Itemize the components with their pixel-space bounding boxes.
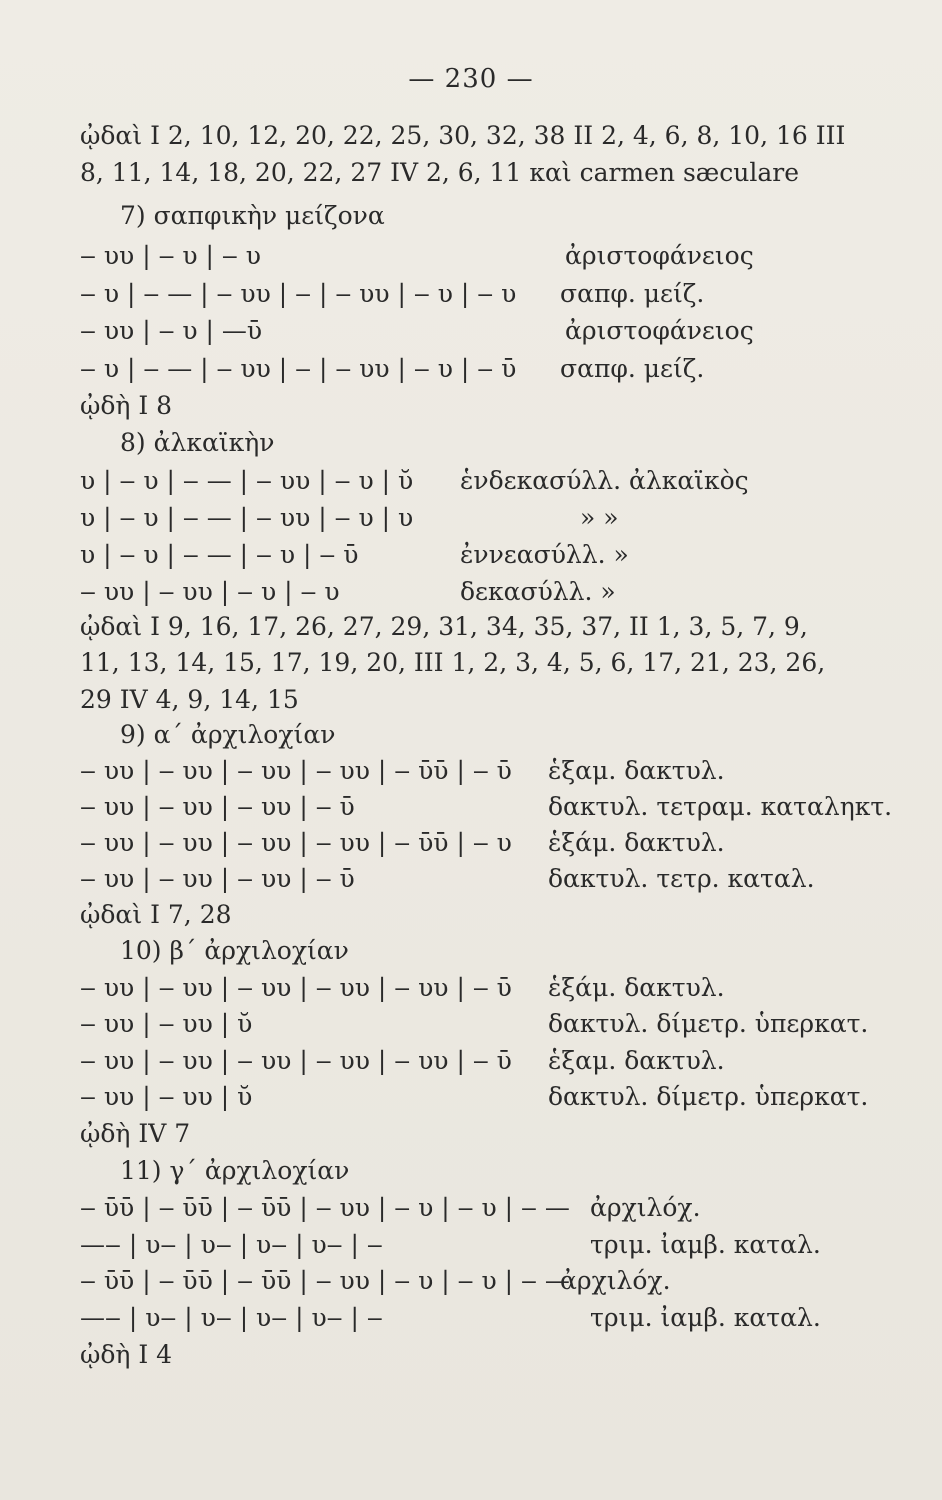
meter-scheme: ‒ υ | ‒ — | ‒ υυ | ‒ | ‒ υυ | ‒ υ | ‒ υ — [80, 279, 517, 308]
meter-name: δακτυλ. τετραμ. καταληκτ. — [548, 792, 893, 821]
meter-name: σαπφ. μείζ. — [560, 354, 705, 383]
text-line — [0, 861, 942, 897]
meter-scheme: υ | ‒ υ | ‒ — | ‒ υ | ‒ ῡ — [80, 540, 359, 569]
meter-scheme: ‒ υυ | ‒ υυ | ‒ υυ | ‒ υυ | ‒ ῡῡ | ‒ υ — [80, 828, 512, 857]
text-line — [0, 789, 942, 825]
text-line — [0, 970, 942, 1006]
text-line — [0, 1227, 942, 1263]
text-line — [0, 753, 942, 789]
text-line — [0, 155, 942, 191]
meter-scheme: —‒ | υ‒ | υ‒ | υ‒ | υ‒ | ‒ — [80, 1303, 383, 1332]
meter-scheme: ‒ ῡῡ | ‒ ῡῡ | ‒ ῡῡ | ‒ υυ | ‒ υ | ‒ υ | ‒ — — [80, 1193, 570, 1222]
meter-scheme: υ | ‒ υ | ‒ — | ‒ υυ | ‒ υ | υ — [80, 503, 414, 532]
text-line — [0, 1079, 942, 1115]
text-line — [0, 1263, 942, 1299]
text-line — [0, 682, 942, 718]
text-line-content: 29 IV 4, 9, 14, 15 — [80, 685, 299, 714]
text-line-content: ᾠδαὶ I 2, 10, 12, 20, 22, 25, 30, 32, 38 II 2, 4, 6, 8, 10, 16 III — [80, 121, 846, 150]
text-line — [0, 1300, 942, 1336]
text-line — [0, 825, 942, 861]
text-line — [0, 313, 942, 349]
text-line — [0, 238, 942, 274]
text-line — [0, 500, 942, 536]
text-line-content: ᾠδὴ IV 7 — [80, 1119, 191, 1148]
text-line — [0, 1190, 942, 1226]
meter-scheme: ‒ υυ | ‒ υυ | ‒ υ | ‒ υ — [80, 577, 340, 606]
meter-name: τριμ. ἰαμβ. καταλ. — [590, 1230, 821, 1259]
text-line — [0, 463, 942, 499]
meter-scheme: ‒ υυ | ‒ υυ | ‒ υυ | ‒ υυ | ‒ υυ | ‒ ῡ — [80, 973, 512, 1002]
text-line-content: 11, 13, 14, 15, 17, 19, 20, III 1, 2, 3, 4, 5, 6, 17, 21, 23, 26, — [80, 648, 826, 677]
text-line — [0, 425, 942, 461]
text-line — [0, 276, 942, 312]
text-line-content: 7) σαπφικὴν μείζονα — [120, 201, 385, 230]
meter-name: ἑνδεκασύλλ. ἀλκαϊκὸς — [460, 466, 749, 495]
text-line — [0, 933, 942, 969]
meter-name: ἑξαμ. δακτυλ. — [548, 1046, 725, 1075]
meter-scheme: ‒ υυ | ‒ υ | —ῡ — [80, 316, 263, 345]
text-line — [0, 351, 942, 387]
meter-name: δεκασύλλ. » — [460, 577, 616, 606]
text-line — [0, 897, 942, 933]
text-line — [0, 198, 942, 234]
text-line-content: ᾠδὴ I 8 — [80, 391, 173, 420]
meter-name: ἑξαμ. δακτυλ. — [548, 756, 725, 785]
meter-scheme: ‒ υυ | ‒ υ | ‒ υ — [80, 241, 261, 270]
text-line-content: 11) γ΄ ἀρχιλοχίαν — [120, 1156, 350, 1185]
text-line — [0, 1337, 942, 1373]
meter-name: ἐννεασύλλ. » — [460, 540, 629, 569]
text-line-content: ᾠδαὶ I 9, 16, 17, 26, 27, 29, 31, 34, 35, 37, II 1, 3, 5, 7, 9, — [80, 612, 808, 641]
meter-name: ἑξάμ. δακτυλ. — [548, 973, 725, 1002]
text-line — [0, 118, 942, 154]
meter-scheme: —‒ | υ‒ | υ‒ | υ‒ | υ‒ | ‒ — [80, 1230, 383, 1259]
text-line — [0, 1153, 942, 1189]
meter-scheme: ‒ υυ | ‒ υυ | ῠ — [80, 1082, 253, 1111]
meter-name: ἀρχιλόχ. — [590, 1193, 701, 1222]
meter-name: ἀρχιλόχ. — [560, 1266, 671, 1295]
text-line — [0, 388, 942, 424]
meter-name: ἑξάμ. δακτυλ. — [548, 828, 725, 857]
meter-name: σαπφ. μείζ. — [560, 279, 705, 308]
text-line-content: 9) α΄ ἀρχιλοχίαν — [120, 720, 336, 749]
page-number: — 230 — — [408, 64, 534, 94]
meter-scheme: ‒ ῡῡ | ‒ ῡῡ | ‒ ῡῡ | ‒ υυ | ‒ υ | ‒ υ | ‒ — — [80, 1266, 570, 1295]
meter-name: » » — [580, 503, 619, 532]
meter-scheme: ‒ υυ | ‒ υυ | ‒ υυ | ‒ ῡ — [80, 864, 355, 893]
meter-scheme: ‒ υυ | ‒ υυ | ῠ — [80, 1009, 253, 1038]
meter-scheme: υ | ‒ υ | ‒ — | ‒ υυ | ‒ υ | ῠ — [80, 466, 414, 495]
text-line-content: ᾠδαὶ I 7, 28 — [80, 900, 232, 929]
meter-name: τριμ. ἰαμβ. καταλ. — [590, 1303, 821, 1332]
text-line-content: 8) ἀλκαϊκὴν — [120, 428, 275, 457]
meter-scheme: ‒ υυ | ‒ υυ | ‒ υυ | ‒ υυ | ‒ ῡῡ | ‒ ῡ — [80, 756, 512, 785]
text-line-content: 8, 11, 14, 18, 20, 22, 27 IV 2, 6, 11 καὶ carmen sæculare — [80, 158, 800, 187]
text-line — [0, 717, 942, 753]
meter-scheme: ‒ υ | ‒ — | ‒ υυ | ‒ | ‒ υυ | ‒ υ | ‒ ῡ — [80, 354, 517, 383]
meter-scheme: ‒ υυ | ‒ υυ | ‒ υυ | ‒ υυ | ‒ υυ | ‒ ῡ — [80, 1046, 512, 1075]
text-line-content: ᾠδὴ I 4 — [80, 1340, 173, 1369]
meter-name: ἀριστοφάνειος — [565, 241, 754, 270]
text-line — [0, 1006, 942, 1042]
text-line — [0, 1116, 942, 1152]
text-line — [0, 1043, 942, 1079]
text-line — [0, 645, 942, 681]
meter-name: ἀριστοφάνειος — [565, 316, 754, 345]
text-line — [0, 537, 942, 573]
text-line-content: 10) β΄ ἀρχιλοχίαν — [120, 936, 349, 965]
meter-name: δακτυλ. δίμετρ. ὑπερκατ. — [548, 1009, 869, 1038]
meter-name: δακτυλ. τετρ. καταλ. — [548, 864, 815, 893]
meter-scheme: ‒ υυ | ‒ υυ | ‒ υυ | ‒ ῡ — [80, 792, 355, 821]
meter-name: δακτυλ. δίμετρ. ὑπερκατ. — [548, 1082, 869, 1111]
text-line — [0, 574, 942, 610]
text-line — [0, 609, 942, 645]
